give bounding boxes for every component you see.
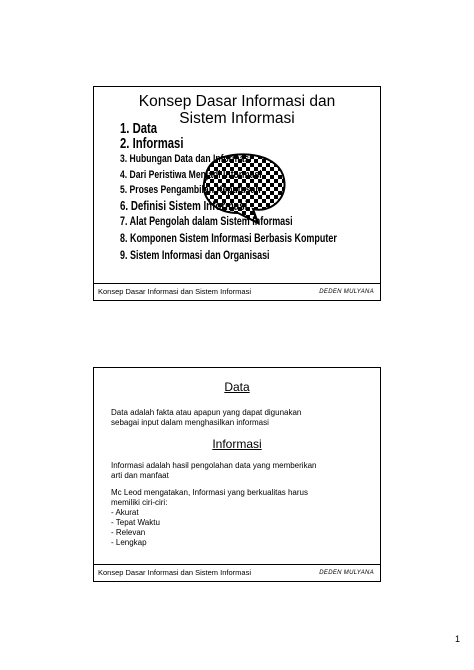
toc-item-proses: 5. Proses Pengambilan Keputusan [120,184,261,196]
footer-course-title: Konsep Dasar Informasi dan Sistem Informasi [98,287,251,296]
title-line-1: Konsep Dasar Informasi dan [138,93,336,110]
toc-item-alat: 7. Alat Pengolah dalam Sistem Informasi [120,215,293,228]
toc-item-hubungan: 3. Hubungan Data dan Informasi [120,153,252,165]
toc-item-data: 1. Data [120,121,158,137]
toc-item-komponen: 8. Komponen Sistem Informasi Berbasis Komputer [120,232,337,245]
criteria-relevan: - Relevan [111,528,146,537]
footer-author: DEDEN MULYANA [319,289,374,295]
table-of-contents [120,122,398,265]
slide-1 [93,86,381,301]
informasi-definition-line-2: arti dan manfaat [111,471,169,480]
slide-2 [93,367,381,582]
criteria-lengkap: - Lengkap [111,538,147,547]
slide-2-footer [94,564,380,581]
mcleod-quote [111,488,371,548]
footer-course-title: Konsep Dasar Informasi dan Sistem Informasi [98,568,251,577]
footer-author: DEDEN MULYANA [319,570,374,576]
heading-data: Data [224,380,250,394]
criteria-akurat: - Akurat [111,508,139,517]
toc-item-organisasi: 9. Sistem Informasi dan Organisasi [120,249,270,262]
toc-item-definisi: 6. Definisi Sistem Informasi [120,198,248,213]
criteria-tepat-waktu: - Tepat Waktu [111,518,160,527]
slide-1-footer [94,283,380,300]
informasi-definition-line-1: Informasi adalah hasil pengolahan data yang memberikan [111,461,317,470]
informasi-definition [111,461,371,481]
data-definition [111,408,371,428]
toc-item-peristiwa: 4. Dari Peristiwa Menjadi Informasi [120,168,262,181]
title-line-2: Sistem Informasi [179,110,295,127]
mcleod-line-2: memiliki ciri-ciri: [111,498,168,507]
heading-informasi: Informasi [212,437,262,451]
toc-item-informasi: 2. Informasi [120,136,184,152]
page-number: 1 [454,634,460,644]
mcleod-line-1: Mc Leod mengatakan, Informasi yang berkualitas harus [111,488,308,497]
quality-criteria-list [111,508,371,548]
data-definition-line-1: Data adalah fakta atau apapun yang dapat digunakan [111,408,302,417]
data-definition-line-2: sebagai input dalam menghasilkan informasi [111,418,269,427]
